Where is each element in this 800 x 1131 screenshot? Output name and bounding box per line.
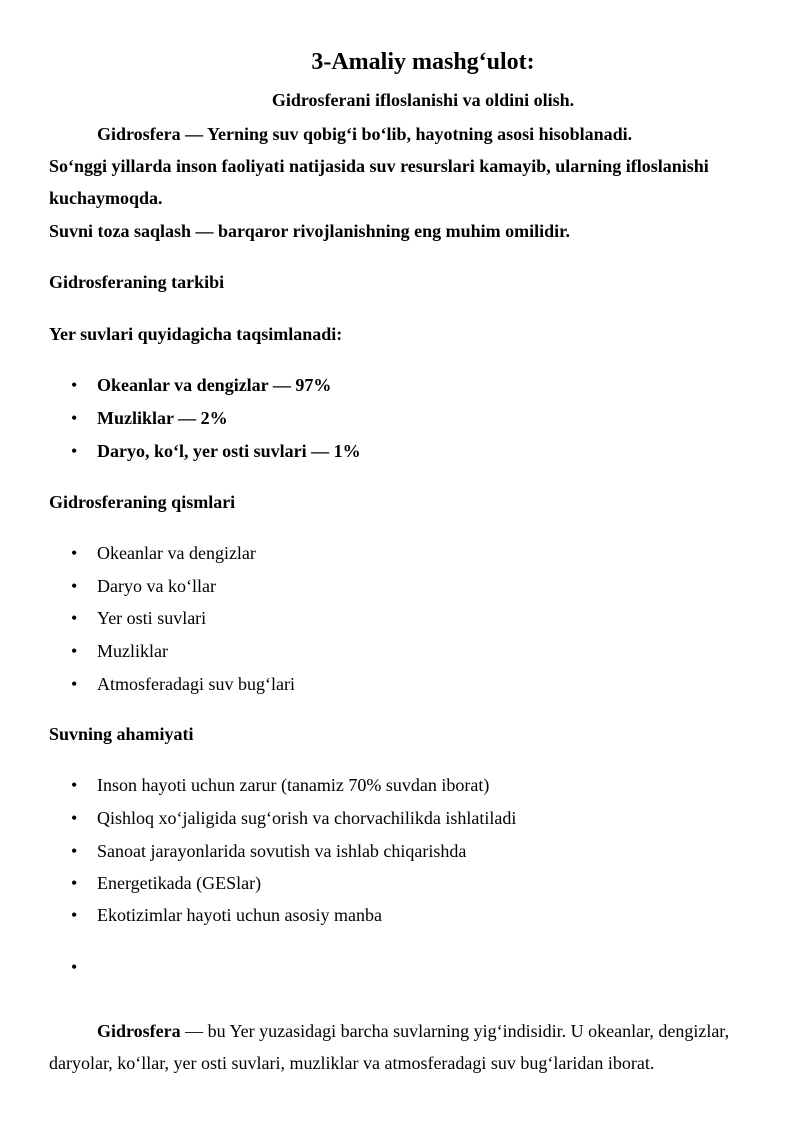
closing-line-1 bbox=[97, 1020, 729, 1042]
list-item: Energetikada (GESlar) bbox=[97, 873, 262, 893]
list-item: Ekotizimlar hayoti uchun asosiy manba bbox=[97, 905, 382, 925]
bullet-icon: • bbox=[71, 576, 78, 596]
bullet-icon: • bbox=[71, 441, 78, 461]
bullet-icon: • bbox=[71, 408, 78, 428]
intro-line-3: kuchaymoqda. bbox=[49, 188, 163, 208]
section-heading-parts: Gidrosferaning qismlari bbox=[49, 492, 236, 512]
list-item: Okeanlar va dengizlar bbox=[97, 543, 256, 563]
section-subheading-distribution: Yer suvlari quyidagicha taqsimlanadi: bbox=[49, 324, 343, 344]
bullet-icon: • bbox=[71, 375, 78, 395]
section-heading-composition: Gidrosferaning tarkibi bbox=[49, 272, 225, 292]
list-item: Muzliklar — 2% bbox=[97, 408, 228, 428]
intro-line-2: So‘nggi yillarda inson faoliyati natijasida suv resurslari kamayib, ularning ifloslanishi bbox=[49, 156, 709, 176]
bullet-icon: • bbox=[71, 905, 78, 925]
page-subtitle: Gidrosferani ifloslanishi va oldini olish. bbox=[271, 90, 575, 110]
bullet-icon: • bbox=[71, 808, 78, 828]
page-title: 3-Amaliy mashg‘ulot: bbox=[311, 49, 535, 75]
list-item: Daryo va ko‘llar bbox=[97, 576, 216, 596]
list-item: Yer osti suvlari bbox=[97, 608, 207, 628]
list-item: Daryo, ko‘l, yer osti suvlari — 1% bbox=[97, 441, 361, 461]
empty-bullet-icon: • bbox=[71, 957, 78, 977]
list-item: Sanoat jarayonlarida sovutish va ishlab chiqarishda bbox=[97, 841, 467, 861]
closing-line-2: daryolar, ko‘llar, yer osti suvlari, muzliklar va atmosferadagi suv bug‘laridan iborat. bbox=[49, 1053, 655, 1073]
list-item: Muzliklar bbox=[97, 641, 168, 661]
bullet-icon: • bbox=[71, 543, 78, 563]
bullet-icon: • bbox=[71, 641, 78, 661]
intro-line-1: Gidrosfera — Yerning suv qobig‘i bo‘lib, hayotning asosi hisoblanadi. bbox=[97, 124, 633, 144]
intro-line-4: Suvni toza saqlash — barqaror rivojlanishning eng muhim omilidir. bbox=[49, 221, 570, 241]
bullet-icon: • bbox=[71, 775, 78, 795]
list-item: Okeanlar va dengizlar — 97% bbox=[97, 375, 332, 395]
bullet-icon: • bbox=[71, 873, 78, 893]
list-item: Inson hayoti uchun zarur (tanamiz 70% suvdan iborat) bbox=[97, 775, 490, 795]
closing-term: Gidrosfera bbox=[97, 1021, 181, 1041]
list-item: Qishloq xo‘jaligida sug‘orish va chorvachilikda ishlatiladi bbox=[97, 808, 517, 828]
closing-line-1-rest: — bu Yer yuzasidagi barcha suvlarning yig‘indisidir. U okeanlar, dengizlar, bbox=[180, 1021, 730, 1041]
list-item: Atmosferadagi suv bug‘lari bbox=[97, 674, 295, 694]
bullet-icon: • bbox=[71, 674, 78, 694]
bullet-icon: • bbox=[71, 608, 78, 628]
section-heading-importance: Suvning ahamiyati bbox=[49, 724, 194, 744]
bullet-icon: • bbox=[71, 841, 78, 861]
